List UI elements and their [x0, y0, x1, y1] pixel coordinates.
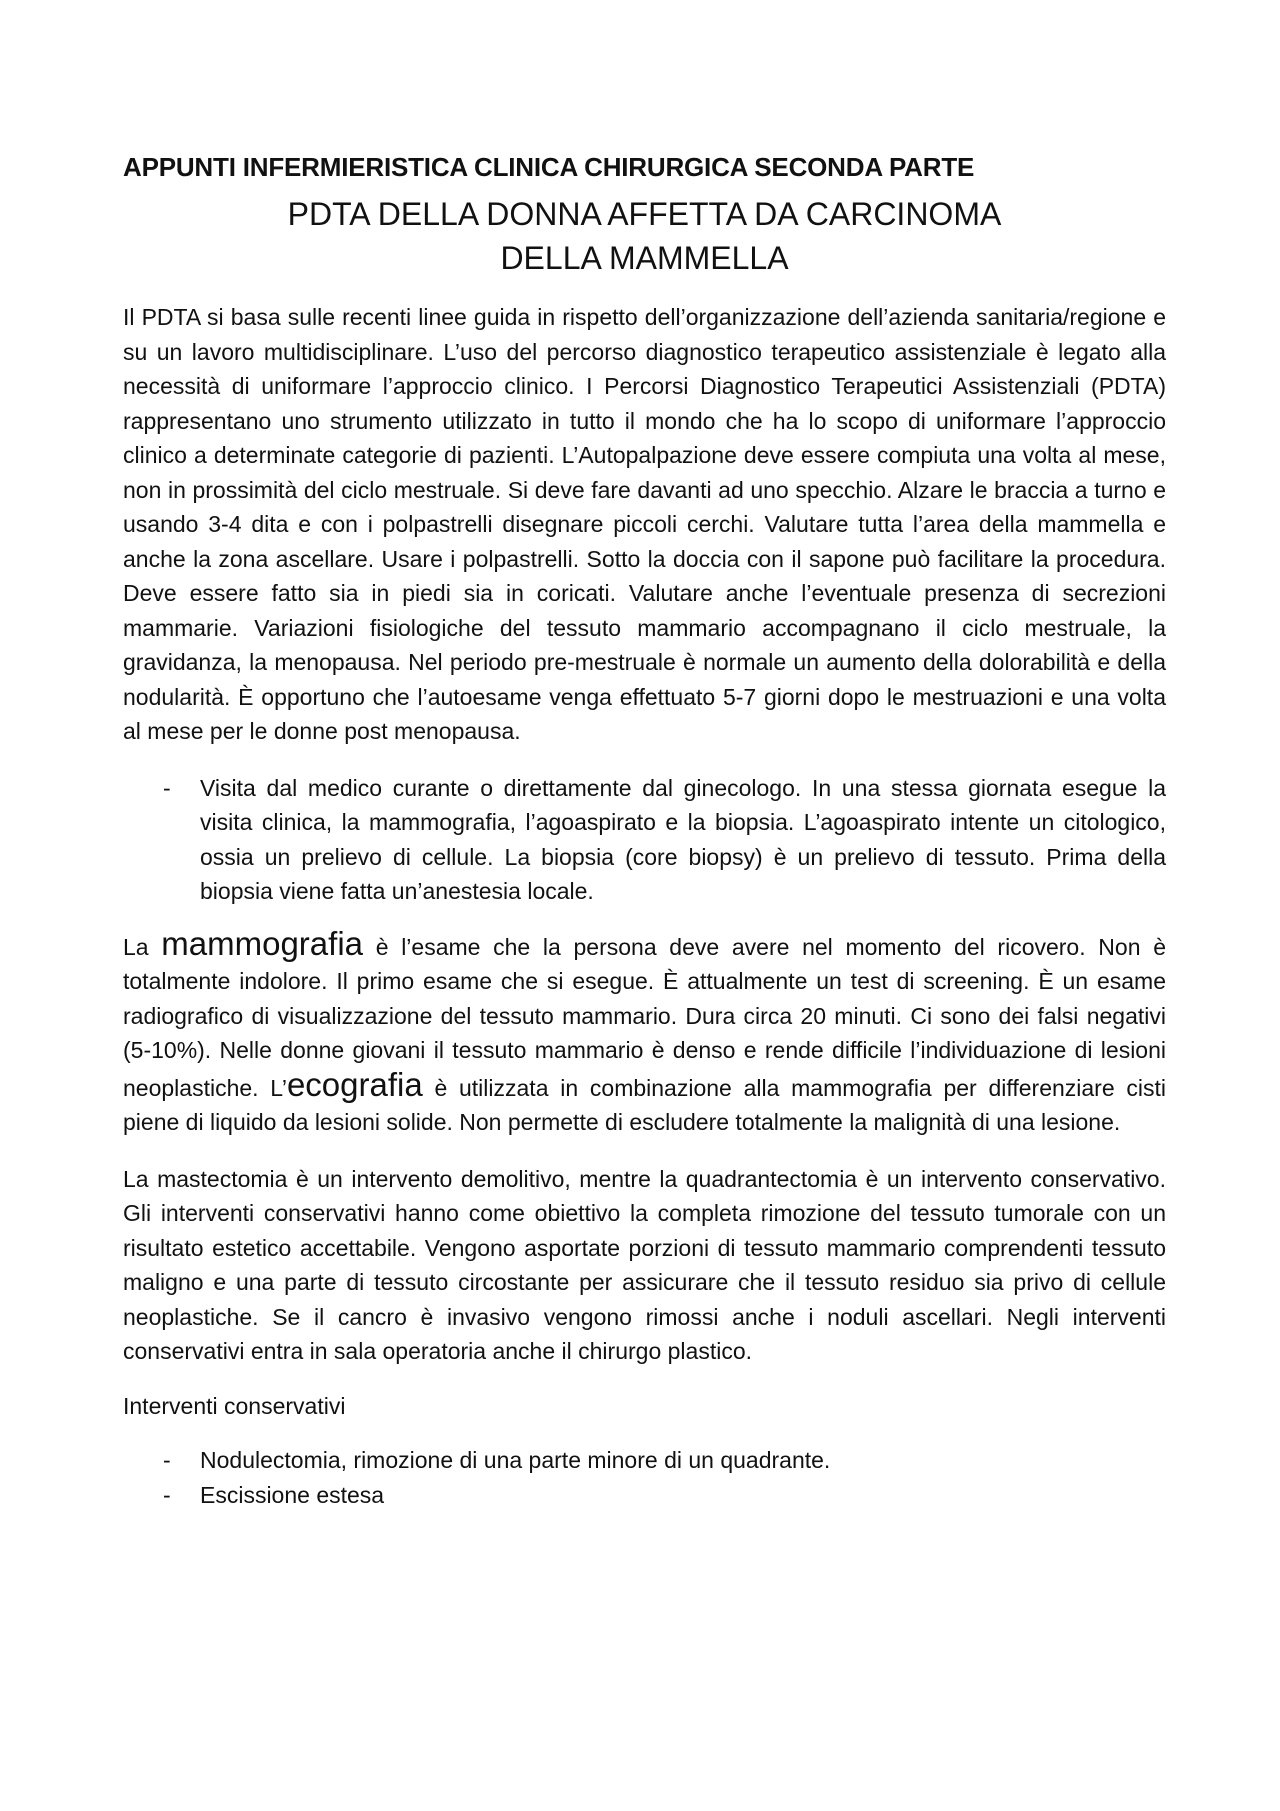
list-item — [123, 1478, 1166, 1513]
list-item-text: Nodulectomia, rimozione di una parte minore di un quadrante. — [200, 1447, 831, 1473]
list-item-text: Visita dal medico curante o direttamente dal ginecologo. In una stessa giornata esegue la visita clinica, la mammografia, l’agoaspirato e la biopsia. L’agoaspirato intente un citologico, ossia un prelievo di cellule. La biopsia (core biopsy) è un prelievo di tessuto. Prima della biopsia viene fatta un’anestesia locale. — [200, 774, 1166, 904]
document-page — [123, 150, 1166, 1530]
bullet-dash: - — [163, 1481, 171, 1508]
ecography-term: ecografia — [286, 1065, 423, 1103]
list-item — [123, 771, 1166, 909]
conservative-heading: Interventi conservativi — [123, 1392, 346, 1419]
list-item — [123, 1443, 1166, 1478]
visit-list — [123, 771, 1166, 909]
mammography-paragraph — [123, 924, 1166, 1140]
conservative-list — [123, 1443, 1166, 1512]
bullet-dash: - — [163, 774, 171, 801]
list-item-text: Escissione estesa — [200, 1481, 385, 1508]
section-heading: PDTA DELLA DONNA AFFETTA DA CARCINOMA DELLA MAMMELLA — [287, 196, 1002, 276]
mammography-text: è l’esame che la persona deve avere nel momento del ricovero. Non è totalmente indolore. Il primo esame che si esegue. È attualmente un test di screening. È un esame radiografico di visualizzazione del tessuto mammario. Dura circa 20 minuti. Ci sono dei falsi negativi (5-10%). Nelle donne giovani il tessuto mammario è denso e rende difficile l’individuazione di lesioni neoplastiche. L’ — [123, 933, 1166, 1101]
mastectomy-paragraph: La mastectomia è un intervento demolitivo, mentre la quadrantectomia è un intervento conservativo. Gli interventi conservativi hanno come obiettivo la completa rimozione del tessuto tumorale con un risultato estetico accettabile. Vengono asportate porzioni di tessuto mammario comprendenti tessuto maligno e una parte di tessuto circostante per assicurare che il tessuto residuo sia privo di cellule neoplastiche. Se il cancro è invasivo vengono rimossi anche i noduli ascellari. Negli interventi conservativi entra in sala operatoria anche il chirurgo plastico. — [123, 1165, 1166, 1364]
document-title: APPUNTI INFERMIERISTICA CLINICA CHIRURGICA SECONDA PARTE — [123, 152, 975, 182]
bullet-dash: - — [163, 1447, 171, 1473]
mammography-term: mammografia — [161, 924, 364, 962]
mammography-pre: La — [123, 933, 162, 960]
intro-paragraph: Il PDTA si basa sulle recenti linee guida in rispetto dell’organizzazione dell’azienda sanitaria/regione e su un lavoro multidisciplinare. L’uso del percorso diagnostico terapeutico assistenziale è legato alla necessità di uniformare l’approccio clinico. I Percorsi Diagnostico Terapeutici Assistenziali (PDTA) rappresentano uno strumento utilizzato in tutto il mondo che ha lo scopo di uniformare l’approccio clinico a determinate categorie di pazienti. L’Autopalpazione deve essere compiuta una volta al mese, non in prossimità del ciclo mestruale. Si deve fare davanti ad uno specchio. Alzare le braccia a turno e usando 3-4 dita e con i polpastrelli disegnare piccoli cerchi. Valutare tutta l’area della mammella e anche la zona ascellare. Usare i polpastrelli. Sotto la doccia con il sapone può facilitare la procedura. Deve essere fatto sia in piedi sia in coricati. Valutare anche l’eventuale presenza di secrezioni mammarie. Variazioni fisiologiche del tessuto mammario accompagnano il ciclo mestruale, la gravidanza, la menopausa. Nel periodo pre-mestruale è normale un aumento della dolorabilità e della nodularità. È opportuno che l’autoesame venga effettuato 5-7 giorni dopo le mestruazioni e una volta al mese per le donne post menopausa. — [123, 304, 1166, 744]
ecography-text: è utilizzata in combinazione alla mammografia per differenziare cisti piene di liquido da lesioni solide. Non permette di escludere totalmente la malignità di una lesione. — [123, 1074, 1166, 1135]
